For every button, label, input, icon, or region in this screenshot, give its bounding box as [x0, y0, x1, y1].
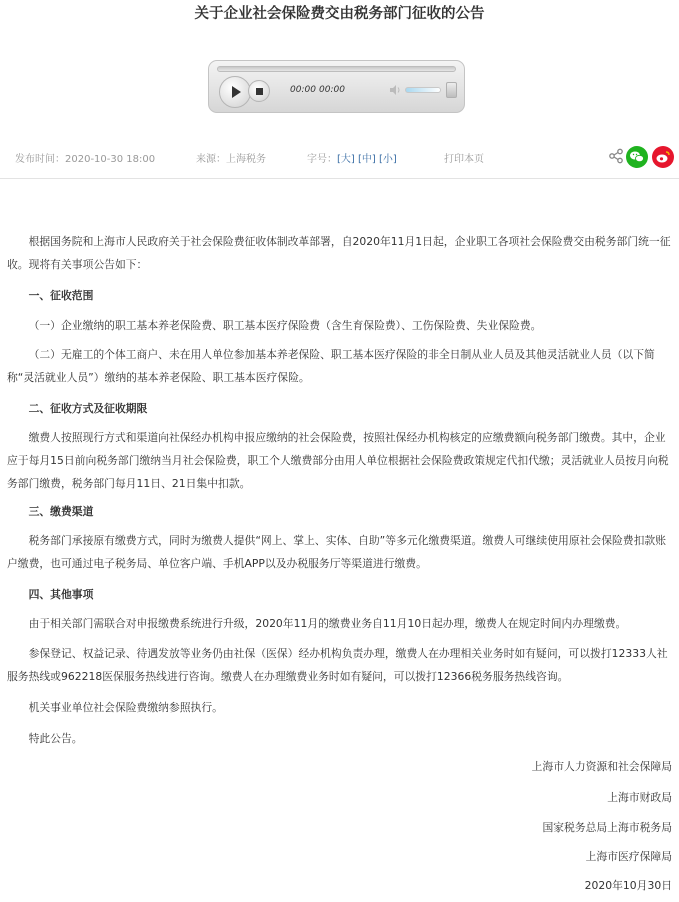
section-4-paragraph-1: 由于相关部门需联合对申报缴费系统进行升级，2020年11月的缴费业务自11月10日起办理，缴费人在规定时间内办理缴费。	[28, 617, 627, 630]
source-name: 上海税务	[226, 154, 266, 165]
signature-tax-bureau: 国家税务总局上海市税务局	[542, 821, 672, 834]
source-info	[196, 150, 266, 165]
print-link[interactable]: 打印本页	[444, 154, 484, 165]
publish-label: 发布时间：	[15, 154, 65, 165]
volume-slider[interactable]	[405, 87, 441, 93]
wechat-share-button[interactable]	[626, 146, 648, 168]
publish-time: 2020-10-30 18:00	[65, 154, 156, 165]
font-large-link[interactable]: 大	[340, 154, 351, 165]
font-small-link[interactable]: 小	[382, 154, 393, 165]
section-4-paragraph-2: 参保登记、权益记录、待遇发放等业务仍由社保（医保）经办机构负责办理，缴费人在办理相关业务时如有疑问，可以拨打12333人社服务热线或962218医保服务热线进行咨询。缴费人在办理缴费业务时如有疑问，可以拨打12366税务服务热线咨询。	[7, 647, 668, 683]
stop-icon	[256, 88, 263, 95]
signature-hr-bureau: 上海市人力资源和社会保障局	[531, 760, 672, 773]
audio-progress-bar[interactable]	[217, 66, 456, 72]
section-2-title: 二、征收方式及征收期限	[28, 402, 148, 415]
meta-divider	[0, 178, 679, 179]
signature-medical-bureau: 上海市医疗保障局	[585, 850, 672, 863]
section-1-item-2: （二）无雇工的个体工商户、未在用人单位参加基本养老保险、职工基本医疗保险的非全日制从业人员及其他灵活就业人员（以下简称“灵活就业人员”）缴纳的基本养老保险、职工基本医疗保险。	[7, 348, 655, 384]
weibo-share-button[interactable]	[652, 146, 674, 168]
volume-icon[interactable]	[389, 84, 401, 96]
section-1-title: 一、征收范围	[28, 289, 94, 302]
section-3-title: 三、缴费渠道	[28, 505, 94, 518]
source-label: 来源：	[196, 154, 226, 165]
font-medium-link[interactable]: 中	[361, 154, 372, 165]
wechat-icon	[626, 146, 648, 168]
stop-button[interactable]	[248, 80, 270, 102]
section-4-paragraph-3: 机关事业单位社会保险费缴纳参照执行。	[28, 701, 223, 714]
share-icon[interactable]	[608, 148, 624, 164]
weibo-icon	[652, 146, 674, 168]
page-title: 关于企业社会保险费交由税务部门征收的公告	[194, 6, 485, 22]
current-time: 00:00	[290, 85, 316, 95]
article-meta	[0, 141, 679, 171]
player-end-button[interactable]	[446, 82, 457, 98]
font-size-label: 字号：	[307, 154, 337, 165]
section-4-title: 四、其他事项	[28, 588, 94, 601]
publish-info	[15, 150, 155, 165]
section-2-paragraph: 缴费人按照现行方式和渠道向社保经办机构申报应缴纳的社会保险费，按照社保经办机构核定的应缴费额向税务部门缴费。其中，企业应于每月15日前向税务部门缴纳当月社会保险费，职工个人缴费部分由用人单位根据社会保险费政策规定代扣代缴；灵活就业人员按月向税务部门缴费，税务部门每月11日、21日集中扣款。	[7, 431, 669, 490]
signature-finance-bureau: 上海市财政局	[607, 791, 672, 804]
total-time: 00:00	[319, 85, 345, 95]
audio-player	[208, 60, 465, 113]
section-3-paragraph: 税务部门承接原有缴费方式，同时为缴费人提供“网上、掌上、实体、自助”等多元化缴费渠道。缴费人可继续使用原社会保险费扣款账户缴费，也可通过电子税务局、单位客户端、手机APP以及办税服务厅等渠道进行缴费。	[7, 534, 666, 570]
intro-paragraph: 根据国务院和上海市人民政府关于社会保险费征收体制改革部署，自2020年11月1日起，企业职工各项社会保险费交由税务部门统一征收。现将有关事项公告如下：	[7, 235, 671, 271]
font-size-control: 字号：[大] [中] [小]	[307, 154, 397, 165]
announcement-date: 2020年10月30日	[584, 879, 672, 892]
closing-text: 特此公告。	[28, 732, 83, 745]
play-button[interactable]	[219, 76, 251, 108]
play-icon	[232, 86, 241, 98]
section-1-item-1: （一）企业缴纳的职工基本养老保险费、职工基本医疗保险费（含生育保险费）、工伤保险费、失业保险费。	[28, 319, 542, 332]
